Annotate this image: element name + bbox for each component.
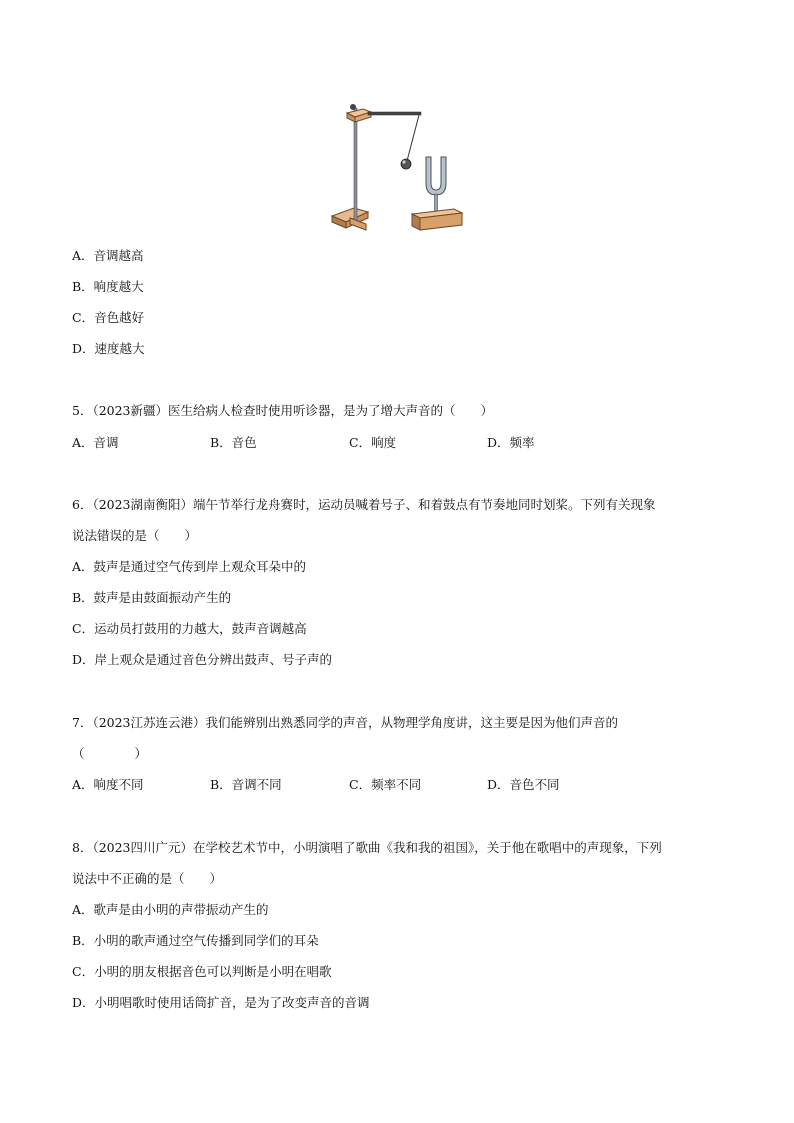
q6-option-d: D．岸上观众是通过音色分辨出鼓声、号子声的 <box>72 652 333 667</box>
q5-option-b: B．音色 <box>210 435 257 450</box>
pendulum-ball <box>401 159 411 169</box>
q5-option-a: A．音调 <box>72 435 119 450</box>
q4-option-d: D．速度越大 <box>72 341 145 356</box>
q7-stem-line1: 7．（2023江苏连云港）我们能辨别出熟悉同学的声音，从物理学角度讲，这主要是因为他们声音的 <box>72 715 619 730</box>
tuning-fork-pendulum-figure <box>330 100 466 234</box>
q8-stem-line1: 8．（2023四川广元）在学校艺术节中，小明演唱了歌曲《我和我的祖国》，关于他在歌唱中的声现象，下列 <box>72 840 662 855</box>
q7-stem-line2: （ ） <box>72 746 148 761</box>
fork-base-box <box>412 209 462 230</box>
stand-base <box>332 208 368 230</box>
q4-option-c: C．音色越好 <box>72 310 145 325</box>
q8-option-c: C．小明的朋友根据音色可以判断是小明在唱歌 <box>72 964 332 979</box>
q8-option-a: A．歌声是由小明的声带振动产生的 <box>72 902 269 917</box>
q6-stem-line1: 6．（2023湖南衡阳）端午节举行龙舟赛时，运动员喊着号子、和着鼓点有节奏地同时划桨。下列有关现象 <box>72 497 656 512</box>
q4-option-a: A．音调越高 <box>72 248 144 263</box>
tuning-fork <box>426 157 446 212</box>
q8-option-d: D．小明唱歌时使用话筒扩音，是为了改变声音的音调 <box>72 995 370 1010</box>
q5-stem: 5．（2023新疆）医生给病人检查时使用听诊器，是为了增大声音的（ ） <box>72 403 494 418</box>
clamp-knob <box>350 104 356 110</box>
q6-option-b: B．鼓声是由鼓面振动产生的 <box>72 590 232 605</box>
q7-option-d: D．音色不同 <box>487 777 560 792</box>
ball-highlight <box>402 160 405 163</box>
q8-option-b: B．小明的歌声通过空气传播到同学们的耳朵 <box>72 933 319 948</box>
q8-stem-line2: 说法中不正确的是（ ） <box>72 871 223 886</box>
q7-option-b: B．音调不同 <box>210 777 282 792</box>
q7-option-c: C．频率不同 <box>349 777 422 792</box>
q6-option-a: A．鼓声是通过空气传到岸上观众耳朵中的 <box>72 559 307 574</box>
q4-option-b: B．响度越大 <box>72 279 144 294</box>
stand-rod <box>354 108 357 220</box>
q7-option-a: A．响度不同 <box>72 777 144 792</box>
clamp-block <box>347 109 371 122</box>
q5-option-c: C．响度 <box>349 435 397 450</box>
q6-stem-line2: 说法错误的是（ ） <box>72 528 198 543</box>
stand-arm <box>368 112 421 115</box>
pendulum-string <box>407 115 419 161</box>
q6-option-c: C．运动员打鼓用的力越大，鼓声音调越高 <box>72 621 307 636</box>
q5-option-d: D．频率 <box>487 435 535 450</box>
